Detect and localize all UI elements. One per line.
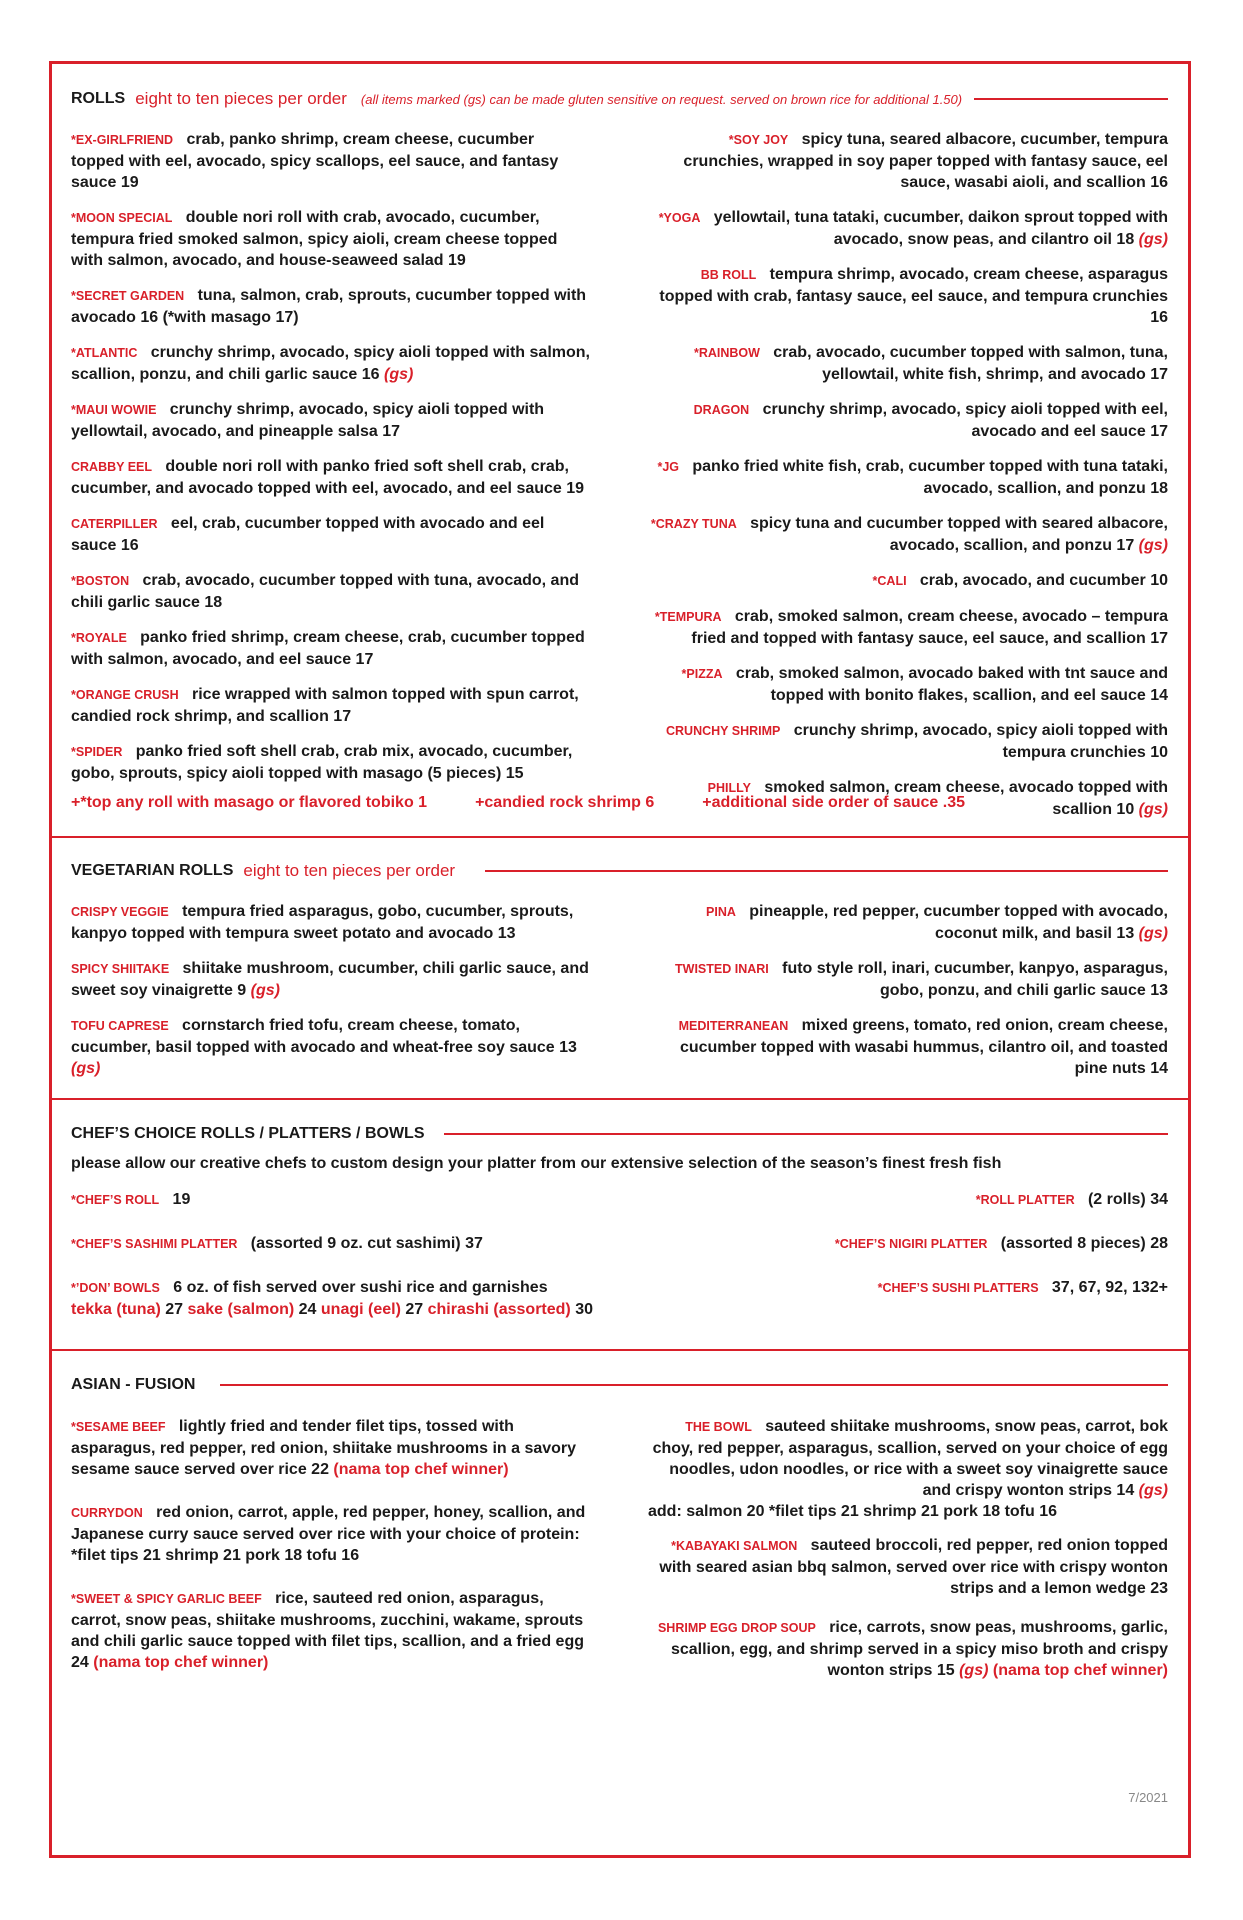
item-desc: (assorted 8 pieces) 28 (1000, 1235, 1168, 1252)
addons (71, 794, 965, 812)
section-title: VEGETARIAN ROLLS (71, 862, 234, 879)
divider (52, 1349, 1188, 1351)
item-desc: crab, avocado, and cucumber 10 (919, 572, 1168, 589)
item-name: BB ROLL (700, 268, 757, 282)
item-desc: (assorted 9 oz. cut sashimi) 37 (250, 1235, 483, 1252)
item-name: SPICY SHIITAKE (71, 962, 170, 976)
item-name: CRABBY EEL (71, 460, 153, 474)
item-desc: crunchy shrimp, avocado, spicy aioli topped with tempura crunchies 10 (793, 722, 1168, 761)
item-desc: rice, sauteed red onion, asparagus, carrot, snow peas, shiitake mushrooms, zucchini, wakame, sprouts and chili garlic sauce topped with filet tips, scallion, and a fried egg 24 (71, 1590, 584, 1671)
menu-item (71, 684, 591, 727)
item-desc: sauteed shiitake mushrooms, snow peas, carrot, bok choy, red pepper, asparagus, scallion, served on your choice of egg noodles, udon noodles, or rice with a sweet soy vinaigrette sauce and crispy wonton strips 14 (652, 1418, 1168, 1499)
item-name: *ORANGE CRUSH (71, 688, 179, 702)
divider (52, 1098, 1188, 1100)
don-bowl-price: 24 (294, 1301, 321, 1318)
menu-item (648, 606, 1168, 649)
don-bowl-name: chirashi (assorted) (427, 1301, 571, 1318)
addon-item: +candied rock shrimp 6 (475, 794, 655, 811)
menu-item (648, 342, 1168, 385)
menu-item (648, 663, 1168, 706)
menu-item (648, 1416, 1168, 1501)
item-desc: rice, carrots, snow peas, mushrooms, garlic, scallion, egg, and shrimp served in a spicy miso broth and crispy wonton strips 15 (670, 1619, 1168, 1679)
menu-item (71, 342, 591, 385)
menu-item (648, 456, 1168, 499)
item-desc: sauteed broccoli, red pepper, red onion topped with seared asian bbq salmon, served over rice with crispy wonton strips and a lemon wedge 23 (659, 1537, 1168, 1597)
item-desc: futo style roll, inari, cucumber, kanpyo, asparagus, gobo, ponzu, and chili garlic sauce 13 (782, 960, 1168, 999)
gluten-sensitive-tag: (gs) (1138, 801, 1168, 818)
fusion-right-column (648, 1416, 1168, 1699)
chef-section (71, 1125, 1168, 1320)
item-desc: crunchy shrimp, avocado, spicy aioli topped with yellowtail, avocado, and pineapple salsa 17 (71, 401, 545, 440)
item-name: *CHEF’S ROLL (71, 1193, 160, 1207)
item-name: THE BOWL (685, 1420, 752, 1434)
veg-right-column (648, 901, 1168, 1093)
don-bowl-price: 30 (570, 1301, 593, 1318)
item-desc: crab, smoked salmon, cream cheese, avocado – tempura fried and topped with fantasy sauce, eel sauce, and scallion 17 (691, 608, 1168, 647)
menu-item (71, 741, 591, 784)
item-name: CATERPILLER (71, 517, 158, 531)
menu-item (648, 570, 1168, 592)
gluten-sensitive-tag: (gs) (250, 982, 280, 999)
vegetarian-section (71, 861, 1168, 1093)
divider (485, 870, 1168, 872)
item-desc: crab, avocado, cucumber topped with salmon, tuna, yellowtail, white fish, shrimp, and avocado 17 (773, 344, 1168, 383)
item-name: *EX-GIRLFRIEND (71, 133, 174, 147)
item-desc: mixed greens, tomato, red onion, cream cheese, cucumber topped with wasabi hummus, cilantro oil, and toasted pine nuts 14 (679, 1017, 1168, 1077)
item-name: *RAINBOW (693, 346, 760, 360)
menu-item (71, 1015, 591, 1079)
item-desc: red onion, carrot, apple, red pepper, honey, scallion, and Japanese curry sauce served over rice with your choice of protein: *filet tips 21 shrimp 21 pork 18 tofu 16 (71, 1504, 586, 1564)
menu-item (648, 1617, 1168, 1681)
rolls-header (71, 89, 1168, 109)
section-title: ASIAN - FUSION (71, 1376, 196, 1393)
award-tag: (nama top chef winner) (333, 1461, 509, 1478)
item-desc: panko fried soft shell crab, crab mix, avocado, cucumber, gobo, sprouts, spicy aioli topped with masago (5 pieces) 15 (71, 743, 573, 782)
item-name: *CHEF’S NIGIRI PLATTER (834, 1237, 988, 1251)
gluten-sensitive-tag: (gs) (1138, 925, 1168, 942)
item-desc: shiitake mushroom, cucumber, chili garlic sauce, and sweet soy vinaigrette 9 (71, 960, 589, 999)
item-name: *SECRET GARDEN (71, 289, 185, 303)
menu-item (71, 901, 591, 944)
item-name: *’DON’ BOWLS (71, 1281, 160, 1295)
item-desc: spicy tuna and cucumber topped with seared albacore, avocado, scallion, and ponzu 17 (750, 515, 1168, 554)
menu-item (71, 1416, 591, 1480)
chef-row (71, 1233, 1168, 1255)
don-bowl-price: 27 (160, 1301, 188, 1318)
gluten-sensitive-tag: (gs) (1138, 231, 1168, 248)
menu-date: 7/2021 (1128, 1790, 1168, 1805)
item-price: 19 (172, 1191, 191, 1208)
award-tag: (nama top chef winner) (992, 1662, 1168, 1679)
item-name: *MOON SPECIAL (71, 211, 173, 225)
item-name: *TEMPURA (654, 610, 722, 624)
fusion-section (71, 1376, 1168, 1699)
menu-item (648, 129, 1168, 193)
menu-item (71, 1588, 591, 1673)
fusion-columns (71, 1416, 1168, 1699)
item-desc: crab, panko shrimp, cream cheese, cucumber topped with eel, avocado, spicy scallops, eel sauce, and fantasy sauce 19 (71, 131, 559, 191)
section-subtitle: eight to ten pieces per order (243, 861, 456, 880)
item-desc: (2 rolls) 34 (1087, 1191, 1168, 1208)
divider (974, 98, 1168, 100)
gluten-sensitive-tag: (gs) (384, 366, 414, 383)
item-name: CRUNCHY SHRIMP (665, 724, 781, 738)
item-desc: tuna, salmon, crab, sprouts, cucumber topped with avocado 16 (*with masago 17) (71, 287, 587, 326)
don-bowl-name: tekka (tuna) (71, 1301, 161, 1318)
item-name: *CRAZY TUNA (650, 517, 737, 531)
menu-item (71, 456, 591, 499)
item-name: *PIZZA (681, 667, 723, 681)
rolls-columns (71, 129, 1168, 834)
don-bowl-name: unagi (eel) (320, 1301, 401, 1318)
rolls-right-column (648, 129, 1168, 834)
item-name: PINA (706, 905, 736, 919)
menu-item (648, 264, 1168, 328)
item-name: *KABAYAKI SALMON (671, 1539, 798, 1553)
menu-item (71, 285, 591, 328)
menu-frame (49, 61, 1191, 1858)
gluten-sensitive-tag: (gs) (1138, 537, 1168, 554)
menu-item (71, 207, 591, 271)
item-desc: eel, crab, cucumber topped with avocado and eel sauce 16 (71, 515, 545, 554)
item-name: TOFU CAPRESE (71, 1019, 169, 1033)
item-name: *SOY JOY (728, 133, 789, 147)
item-name: *SWEET & SPICY GARLIC BEEF (71, 1592, 262, 1606)
menu-item (71, 513, 591, 556)
item-name: MEDITERRANEAN (678, 1019, 789, 1033)
don-bowl-price: 27 (400, 1301, 428, 1318)
item-desc: rice wrapped with salmon topped with spun carrot, candied rock shrimp, and scallion 17 (71, 686, 579, 725)
veg-columns (71, 901, 1168, 1093)
menu-item (648, 958, 1168, 1001)
item-desc: pineapple, red pepper, cucumber topped with avocado, coconut milk, and basil 13 (749, 903, 1168, 942)
item-desc: crunchy shrimp, avocado, spicy aioli topped with eel, avocado and eel sauce 17 (762, 401, 1168, 440)
section-title: CHEF’S CHOICE ROLLS / PLATTERS / BOWLS (71, 1125, 425, 1142)
item-name: *ATLANTIC (71, 346, 138, 360)
item-name: *ROYALE (71, 631, 127, 645)
menu-item (648, 720, 1168, 763)
rolls-section (71, 89, 1168, 834)
chef-header (71, 1125, 1168, 1143)
item-name: *CALI (872, 574, 907, 588)
gluten-sensitive-tag: (gs) (1138, 1482, 1168, 1499)
rolls-left-column (71, 129, 591, 834)
section-title: ROLLS (71, 90, 126, 107)
item-desc: crab, smoked salmon, avocado baked with tnt sauce and topped with bonito flakes, scallion, and eel sauce 14 (735, 665, 1168, 704)
item-desc: double nori roll with crab, avocado, cucumber, tempura fried smoked salmon, spicy aioli, cream cheese topped with salmon, avocado, and house-seaweed salad 19 (71, 209, 558, 269)
don-bowl-name: sake (salmon) (187, 1301, 295, 1318)
item-desc: tempura shrimp, avocado, cream cheese, asparagus topped with crab, fantasy sauce, eel sauce, and tempura crunchies 16 (659, 266, 1168, 326)
award-tag: (nama top chef winner) (93, 1654, 269, 1671)
item-desc: tempura fried asparagus, gobo, cucumber, sprouts, kanpyo topped with tempura sweet potato and avocado 13 (71, 903, 574, 942)
bowl-add-ons: add: salmon 20 *filet tips 21 shrimp 21 pork 18 tofu 16 (648, 1503, 1058, 1520)
item-name: CURRYDON (71, 1506, 143, 1520)
menu-item (71, 627, 591, 670)
chef-intro: please allow our creative chefs to custom design your platter from our extensive selection of the season’s finest fresh fish (71, 1155, 1002, 1172)
item-desc: double nori roll with panko fried soft shell crab, crab, cucumber, and avocado topped with eel, avocado, and eel sauce 19 (71, 458, 585, 497)
item-name: *CHEF’S SUSHI PLATTERS (877, 1281, 1039, 1295)
veg-left-column (71, 901, 591, 1093)
item-desc: spicy tuna, seared albacore, cucumber, tempura crunchies, wrapped in soy paper topped with fantasy sauce, eel sauce, wasabi aioli, and scallion 16 (683, 131, 1168, 191)
chef-row (71, 1277, 1168, 1320)
menu-item (648, 513, 1168, 556)
item-name: *CHEF’S SASHIMI PLATTER (71, 1237, 238, 1251)
gluten-sensitive-tag: (gs) (959, 1662, 989, 1679)
item-desc: lightly fried and tender filet tips, tossed with asparagus, red pepper, red onion, shiitake mushrooms in a savory sesame sauce served over rice 22 (71, 1418, 577, 1478)
item-desc: smoked salmon, cream cheese, avocado topped with scallion 10 (764, 779, 1168, 818)
menu-item (648, 207, 1168, 250)
menu-item (71, 1502, 591, 1566)
item-desc: crab, avocado, cucumber topped with tuna, avocado, and chili garlic sauce 18 (71, 572, 579, 611)
item-desc: panko fried shrimp, cream cheese, crab, cucumber topped with salmon, avocado, and eel sauce 17 (71, 629, 585, 668)
item-desc: yellowtail, tuna tataki, cucumber, daikon sprout topped with avocado, snow peas, and cilantro oil 18 (713, 209, 1168, 248)
item-name: PHILLY (707, 781, 751, 795)
item-name: *BOSTON (71, 574, 130, 588)
item-name: *YOGA (658, 211, 701, 225)
menu-item (648, 901, 1168, 944)
menu-item (648, 1535, 1168, 1599)
item-name: TWISTED INARI (675, 962, 769, 976)
section-subtitle: eight to ten pieces per order (135, 89, 347, 108)
item-name: *SESAME BEEF (71, 1420, 166, 1434)
menu-item (71, 570, 591, 613)
item-desc: 6 oz. of fish served over sushi rice and garnishes (173, 1279, 548, 1296)
addon-item: +additional side order of sauce .35 (702, 794, 965, 811)
menu-item (648, 399, 1168, 442)
item-name: CRISPY VEGGIE (71, 905, 169, 919)
veg-header (71, 861, 1168, 881)
item-desc: crunchy shrimp, avocado, spicy aioli topped with salmon, scallion, ponzu, and chili garlic sauce 16 (71, 344, 590, 383)
fusion-right-items (648, 1535, 1168, 1681)
item-name: DRAGON (693, 403, 750, 417)
fusion-header (71, 1376, 1168, 1394)
menu-item (71, 399, 591, 442)
item-desc: 37, 67, 92, 132+ (1051, 1279, 1168, 1296)
divider (444, 1133, 1168, 1135)
fusion-left-column (71, 1416, 591, 1699)
gluten-note: (all items marked (gs) can be made gluten sensitive on request. served on brown rice for additional 1.50) (360, 91, 963, 107)
item-desc: cornstarch fried tofu, cream cheese, tomato, cucumber, basil topped with avocado and wheat-free soy sauce 13 (71, 1017, 577, 1056)
item-name: *MAUI WOWIE (71, 403, 157, 417)
divider (220, 1384, 1168, 1386)
addon-item: +*top any roll with masago or flavored tobiko 1 (71, 794, 428, 811)
don-items (71, 1301, 593, 1318)
item-name: SHRIMP EGG DROP SOUP (657, 1621, 816, 1635)
divider (52, 836, 1188, 838)
gluten-sensitive-tag: (gs) (71, 1060, 101, 1077)
chef-row (71, 1189, 1168, 1211)
item-name: *SPIDER (71, 745, 123, 759)
menu-item (71, 958, 591, 1001)
menu-item (71, 129, 591, 193)
item-desc: panko fried white fish, crab, cucumber topped with tuna tataki, avocado, scallion, and ponzu 18 (692, 458, 1168, 497)
item-name: *JG (657, 460, 680, 474)
item-name: *ROLL PLATTER (975, 1193, 1075, 1207)
menu-item (648, 1015, 1168, 1079)
